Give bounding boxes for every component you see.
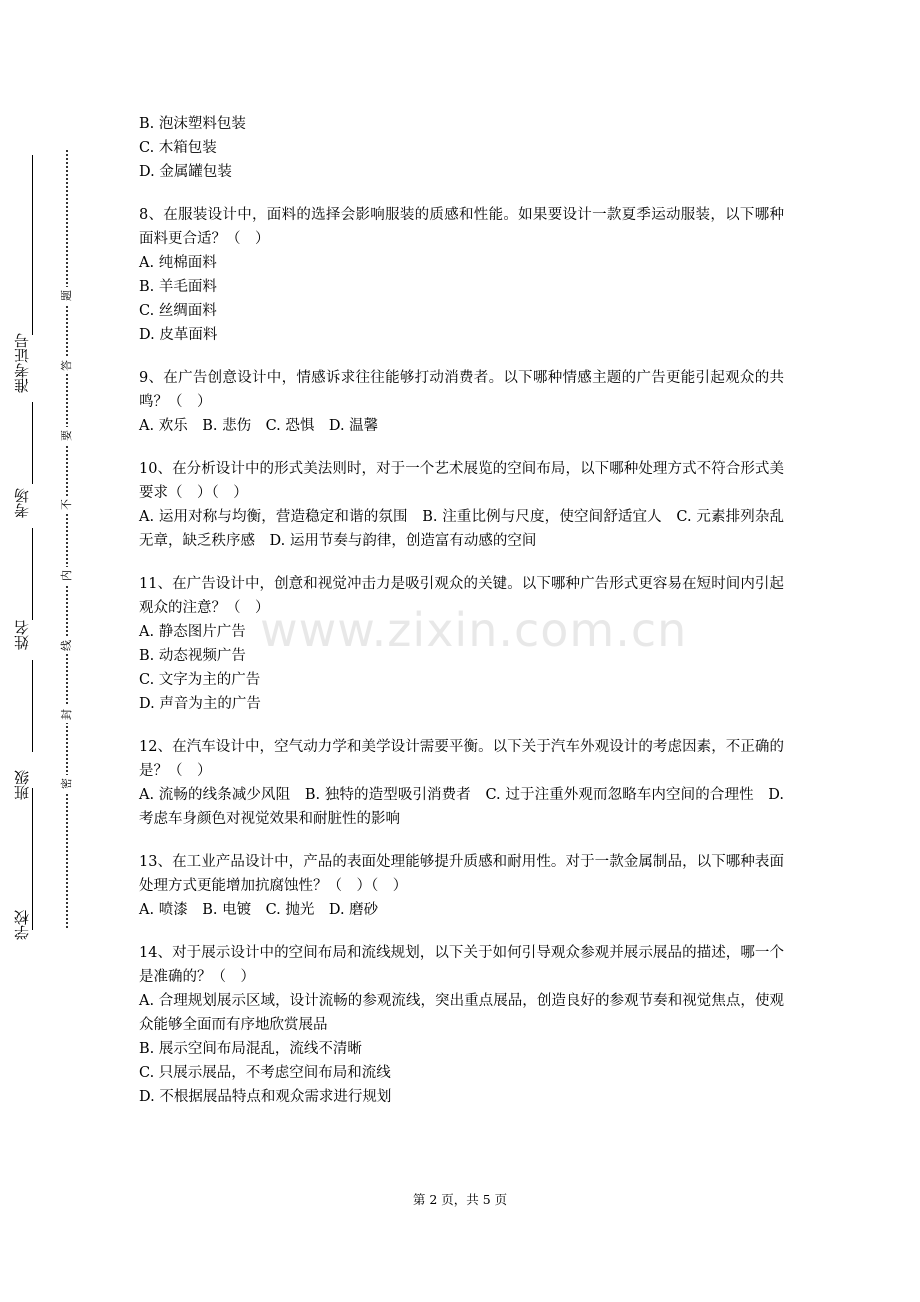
seal-char-yao: 要	[58, 427, 75, 444]
option-line: A. 静态图片广告	[139, 624, 246, 640]
option-line: C. 文字为主的广告	[139, 672, 261, 688]
question-content	[139, 112, 784, 1109]
page-footer: 第 2 页，共 5 页	[412, 1192, 508, 1207]
class-underline	[32, 660, 33, 752]
question-9	[139, 366, 784, 438]
admission-number-underline	[32, 155, 33, 335]
option-line: A. 纯棉面料	[139, 255, 217, 271]
options-line: A. 欢乐 B. 悲伤 C. 恐惧 D. 温馨	[139, 418, 379, 434]
option-line: D. 不根据展品特点和观众需求进行规划	[139, 1089, 392, 1105]
option-line: C. 木箱包装	[139, 140, 217, 156]
seal-char-da: 答	[58, 357, 75, 374]
seal-char-nei: 内	[58, 567, 75, 584]
question-stem: 13、在工业产品设计中，产品的表面处理能够提升质感和耐用性。对于一款金属制品，以下哪种表面处理方式更能增加抗腐蚀性？（ ）（ ）	[139, 854, 784, 894]
name-underline	[32, 528, 33, 620]
option-line: C. 丝绸面料	[139, 303, 217, 319]
question-stem: 11、在广告设计中，创意和视觉冲击力是吸引观众的关键。以下哪种广告形式更容易在短时间内引起观众的注意？（ ）	[139, 576, 784, 616]
seal-char-xian: 线	[58, 637, 75, 654]
question-stem: 9、在广告创意设计中，情感诉求往往能够打动消费者。以下哪种情感主题的广告更能引起观众的共鸣？（ ）	[139, 370, 784, 410]
question-7-continued	[139, 112, 784, 184]
option-line: D. 金属罐包装	[139, 164, 232, 180]
question-stem: 10、在分析设计中的形式美法则时，对于一个艺术展览的空间布局，以下哪种处理方式不符合形式美要求（ ）（ ）	[139, 461, 784, 501]
option-line: D. 声音为主的广告	[139, 696, 261, 712]
admission-number-label: 准考证号	[13, 333, 31, 393]
option-line: B. 动态视频广告	[139, 648, 246, 664]
options-line: A. 运用对称与均衡，营造稳定和谐的氛围 B. 注重比例与尺度，使空间舒适宜人 C. 元素排列杂乱无章，缺乏秩序感 D. 运用节奏与韵律，创造富有动感的空间	[139, 509, 784, 549]
watermark: www.zixin.com.cn	[260, 603, 688, 657]
seal-char-mi: 密	[58, 775, 75, 792]
question-stem: 12、在汽车设计中，空气动力学和美学设计需要平衡。以下关于汽车外观设计的考虑因素，不正确的是？（ ）	[139, 739, 784, 779]
question-8	[139, 203, 784, 347]
option-line: D. 皮革面料	[139, 327, 218, 343]
school-underline	[32, 788, 33, 930]
option-line: B. 展示空间布局混乱，流线不清晰	[139, 1041, 362, 1057]
question-13	[139, 850, 784, 922]
seal-char-ti: 题	[58, 287, 75, 304]
name-label: 姓名	[13, 620, 31, 650]
options-line: A. 流畅的线条减少风阻 B. 独特的造型吸引消费者 C. 过于注重外观而忽略车内空间的合理性 D. 考虑车身颜色对视觉效果和耐脏性的影响	[139, 787, 784, 827]
question-10	[139, 457, 784, 553]
question-14	[139, 941, 784, 1109]
exam-room-underline	[32, 402, 33, 484]
school-label: 学校	[13, 910, 31, 940]
option-line: B. 羊毛面料	[139, 279, 217, 295]
seal-char-feng: 封	[58, 706, 75, 723]
options-line: A. 喷漆 B. 电镀 C. 抛光 D. 磨砂	[139, 902, 379, 918]
question-11	[139, 572, 784, 716]
question-stem: 14、对于展示设计中的空间布局和流线规划，以下关于如何引导观众参观并展示展品的描述，哪一个是准确的？（ ）	[139, 945, 784, 985]
seal-dotted-line	[66, 150, 68, 928]
exam-room-label: 考场	[13, 488, 31, 518]
question-stem: 8、在服装设计中，面料的选择会影响服装的质感和性能。如果要设计一款夏季运动服装，以下哪种面料更合适？（ ）	[139, 207, 784, 247]
option-line: C. 只展示展品，不考虑空间布局和流线	[139, 1065, 391, 1081]
class-label: 班级	[13, 770, 31, 800]
question-12	[139, 735, 784, 831]
option-line: B. 泡沫塑料包装	[139, 116, 246, 132]
option-line: A. 合理规划展示区域，设计流畅的参观流线，突出重点展品，创造良好的参观节奏和视觉焦点，使观众能够全面而有序地欣赏展品	[139, 993, 784, 1033]
seal-char-bu: 不	[58, 496, 75, 513]
